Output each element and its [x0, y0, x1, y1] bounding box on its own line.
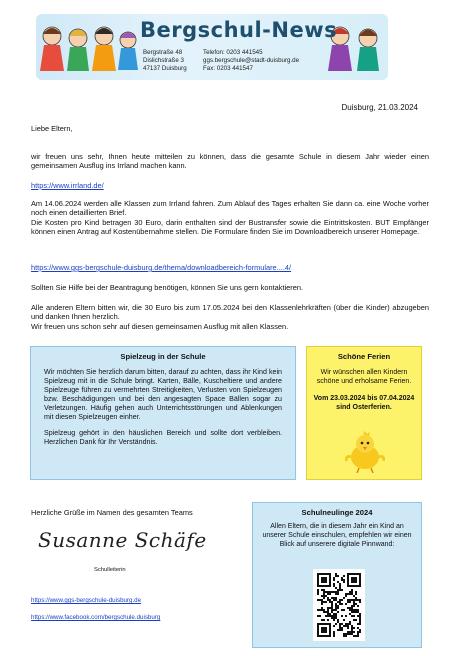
school-website-link[interactable]: https://www.ggs-bergschule-duisburg.de	[31, 597, 142, 604]
paragraph-trip-date: Am 14.06.2024 werden alle Klassen zum Irrland fahren. Zum Ablauf des Tages erhalten Sie dann ca. eine Woche vorher noch einen detaillierten Brief.	[31, 199, 429, 218]
signature: Susanne Schäfe	[38, 528, 207, 552]
newsletter-title: Bergschul-News	[140, 18, 338, 42]
facebook-link[interactable]: https://www.facebook.com/bergschule.duisburg	[31, 614, 161, 621]
toys-box-paragraph-1: Wir möchten Sie herzlich darum bitten, darauf zu achten, dass ihr Kind kein Spielzeug mit in die Schule bringt. Karten, Bälle, Kuscheltiere und andere Spielzeuge führen zu vermehrten Streitigkeiten, Verlusten von Spielzeugen bzw. Beschädigungen und bei den angesagten Space Bällen sogar zu Verletzungen. Häufig gehen auch Unterrichtsstörungen und Ablenkungen mit diesen Spielzeugen einher.	[44, 368, 282, 421]
download-link-line	[31, 263, 429, 272]
paragraph-closing: Wir freuen uns schon sehr auf diesen gemeinsamen Ausflug mit allen Klassen.	[31, 322, 289, 331]
paragraph-payment: Alle anderen Eltern bitten wir, die 30 Euro bis zum 17.05.2024 bei den Klassenlehrkräften (über die Kinder) abzugeben und danken Ihnen herzlich.	[31, 303, 429, 322]
letter-date: Duisburg, 21.03.2024	[341, 103, 418, 112]
children-illustration	[36, 14, 140, 80]
toys-box-title: Spielzeug in der Schule	[120, 352, 206, 361]
toys-info-box	[30, 346, 296, 480]
qr-code-icon[interactable]	[313, 569, 365, 641]
holiday-box-dates: Vom 23.03.2024 bis 07.04.2024 sind Osterferien.	[313, 395, 415, 411]
paragraph-intro: wir freuen uns sehr, Ihnen heute mitteilen zu können, dass die gesamte Schule in diesem Jahr wieder einen gemeinsamen Ausflug ins Irrland machen kann.	[31, 152, 429, 171]
school-address: Bergstraße 48 Dislichstraße 3 47137 Duisburg	[143, 49, 187, 72]
salutation: Liebe Eltern,	[31, 124, 73, 133]
holiday-box-text: Wir wünschen allen Kindern schöne und erholsame Ferien.	[316, 369, 412, 385]
holiday-info-box	[306, 346, 422, 480]
paragraph-costs: Die Kosten pro Kind betragen 30 Euro, darin enthalten sind der Bustransfer sowie die Eintrittskosten. BUT Empfänger können einen Antrag auf Kostenübernahme stellen. Die Formulare finden Sie im Downloadbereich unserer Homepage.	[31, 218, 429, 237]
paragraph-help: Sollten Sie Hilfe bei der Beantragung benötigen, können Sie uns gern kontaktieren.	[31, 283, 303, 292]
holiday-box-title: Schöne Ferien	[337, 352, 391, 361]
qr-code-graphic	[317, 573, 361, 637]
irrland-link[interactable]: https://www.irrland.de/	[31, 181, 104, 190]
chick-icon	[345, 431, 385, 473]
closing-greeting: Herzliche Grüße im Namen des gesamten Teams	[31, 508, 193, 517]
header-banner	[36, 14, 388, 80]
new-students-title: Schulneulinge 2024	[301, 508, 373, 517]
new-students-text: Allen Eltern, die in diesem Jahr ein Kind an unserer Schule einschulen, empfehlen wir einen Blick auf unserere digitale Pinnwand:	[262, 523, 412, 548]
school-contact: Telefon: 0203 441545 ggs.bergschule@stadt-duisburg.de Fax: 0203 441547	[203, 49, 300, 72]
download-link[interactable]: https://www.ggs-bergschule-duisburg.de/thema/downloadbereich-formulare....4/	[31, 263, 292, 272]
toys-box-paragraph-2: Spielzeug gehört in den häuslichen Bereich und sollte dort verbleiben. Herzlichen Dank für Ihr Verständnis.	[44, 429, 282, 446]
signatory-role: Schulleiterin	[94, 567, 126, 573]
irrland-link-line	[31, 181, 429, 190]
new-students-box	[252, 502, 422, 648]
